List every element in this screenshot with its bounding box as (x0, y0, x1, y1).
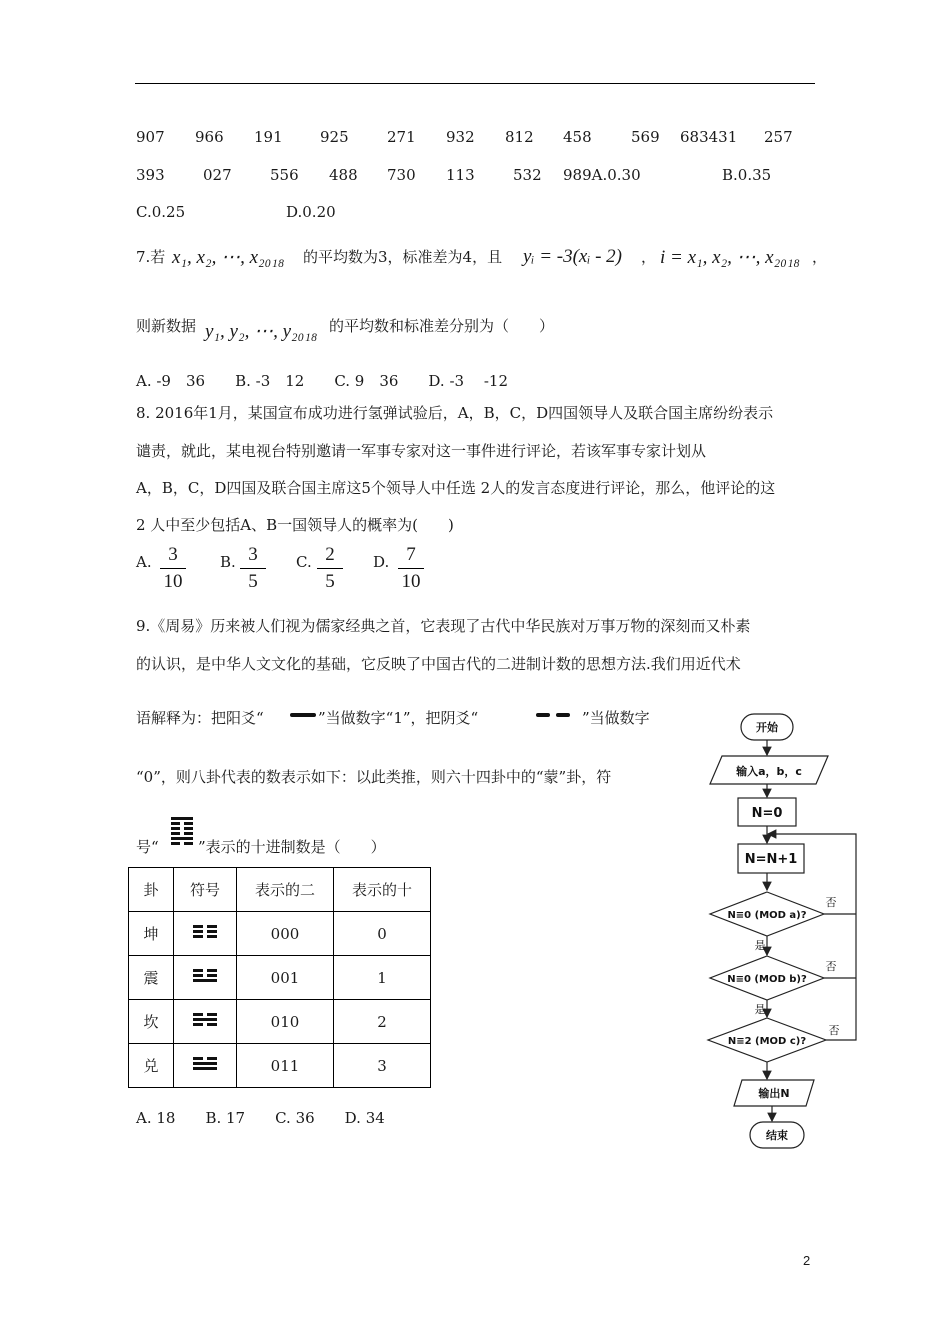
q8-line-4: 2 人中至少包括A、B一国领导人的概率为( ) (136, 516, 454, 534)
number-cell: 932 (446, 128, 475, 146)
number-cell: 257 (764, 128, 793, 146)
decimal-value: 1 (334, 956, 431, 1000)
number-cell: 191 (254, 128, 283, 146)
q7-line2-suffix: 的平均数和标准差分别为（ ） (329, 317, 555, 335)
q8-option-a-fraction (160, 544, 186, 593)
flow-init-label: N=0 (751, 806, 783, 821)
number-cell: 488 (329, 166, 358, 184)
number-cell: 458 (563, 128, 592, 146)
table-row (129, 956, 431, 1000)
q6-option-c: C.0.25 (136, 203, 186, 221)
trigram-name: 坎 (129, 1000, 174, 1044)
meng-hexagram-icon (171, 815, 193, 847)
table-row (129, 1000, 431, 1044)
q9-line-5b: ”表示的十进制数是（ ） (198, 838, 386, 856)
denominator: 10 (401, 571, 421, 592)
header-rule (135, 83, 815, 84)
number-cell: 113 (446, 166, 475, 184)
trigram-symbol-icon (174, 912, 237, 956)
numerator: 3 (160, 544, 186, 569)
binary-value: 010 (237, 1000, 334, 1044)
number-cell: 966 (195, 128, 224, 146)
number-cell: 556 (270, 166, 299, 184)
numerator: 3 (240, 544, 266, 569)
q8-line-3: A，B，C，D四国及联合国主席这5个领导人中任选 2人的发言态度进行评论，那么，他评论的这 (136, 479, 776, 497)
q7-index-sequence: i = x₁, x₂, ⋯, x₂₀₁₈ (660, 247, 801, 268)
page-number: 2 (803, 1253, 811, 1268)
q9-line-3c: ”当做数字 (582, 709, 650, 727)
yes-label: 是 (754, 1003, 766, 1016)
q8-option-b-fraction (240, 544, 266, 593)
number-cell: 925 (320, 128, 349, 146)
trigram-name: 震 (129, 956, 174, 1000)
header-cell: 表示的二 (237, 868, 334, 912)
trigram-symbol-icon (174, 956, 237, 1000)
flow-output-label: 输出N (758, 1087, 790, 1100)
flowchart (700, 700, 880, 1160)
q9-options: A. 18 B. 17 C. 36 D. 34 (136, 1109, 385, 1127)
no-label: 否 (825, 896, 837, 909)
q7-x-sequence: x₁, x₂, ⋯, x₂₀₁₈ (172, 247, 285, 268)
number-cell: 989A.0.30 (563, 166, 641, 184)
binary-value: 011 (237, 1044, 334, 1088)
q6-option-d: D.0.20 (286, 203, 336, 221)
q8-option-d-label: D. (373, 553, 390, 571)
number-cell: 730 (387, 166, 416, 184)
number-cell: 812 (505, 128, 534, 146)
decimal-value: 0 (334, 912, 431, 956)
number-cell: 683431 (680, 128, 738, 146)
trigram-name: 兑 (129, 1044, 174, 1088)
flow-input-label: 输入a，b，c (736, 765, 802, 778)
number-cell: 271 (387, 128, 416, 146)
yin-line-icon-left (536, 713, 550, 717)
denominator: 10 (163, 571, 183, 592)
table-row (129, 1044, 431, 1088)
flow-cond1-label: N≡0 (MOD a)? (727, 910, 807, 921)
numerator: 7 (398, 544, 424, 569)
number-cell: 532 (513, 166, 542, 184)
trigram-symbol-icon (174, 1000, 237, 1044)
q9-line-3b: ”当做数字“1”，把阴爻“ (318, 709, 479, 727)
q7-options: A. -9 36 B. -3 12 C. 9 36 D. -3 -12 (136, 372, 508, 390)
header-cell: 符号 (174, 868, 237, 912)
q7-formula: yᵢ = -3(xᵢ - 2) (523, 246, 623, 267)
flow-start-label: 开始 (756, 721, 778, 734)
yin-line-icon-right (556, 713, 570, 717)
flow-increment-label: N=N+1 (744, 852, 798, 867)
denominator: 5 (325, 571, 335, 592)
number-cell: 907 (136, 128, 165, 146)
numerator: 2 (317, 544, 343, 569)
flow-cond3-label: N≡2 (MOD c)? (727, 1036, 807, 1047)
q8-option-d-fraction (398, 544, 424, 593)
q9-line-3a: 语解释为：把阳爻“ (136, 709, 264, 727)
header-cell: 卦 (129, 868, 174, 912)
q8-option-c-fraction (317, 544, 343, 593)
flow-end-label: 结束 (766, 1129, 788, 1142)
q7-mid-text: 的平均数为3，标准差为4，且 (303, 248, 503, 266)
q8-line-1: 8. 2016年1月，某国宣布成功进行氢弹试验后，A，B，C，D四国领导人及联合国主席纷纷表示 (136, 404, 774, 422)
q8-option-b-label: B. (220, 553, 236, 571)
q9-line-4: “0”，则八卦代表的数表示如下：以此类推，则六十四卦中的“蒙”卦，符 (136, 768, 612, 786)
q7-line2-prefix: 则新数据 (136, 317, 197, 335)
q7-comma: ， (641, 248, 657, 266)
no-label: 否 (828, 1024, 840, 1037)
q7-prefix: 7.若 (136, 248, 166, 266)
q9-line-2: 的认识，是中华人文文化的基础，它反映了中国古代的二进制计数的思想方法.我们用近代术 (136, 655, 741, 673)
q8-line-2: 谴责，就此，某电视台特别邀请一军事专家对这一事件进行评论，若该军事专家计划从 (136, 442, 707, 460)
q8-option-a-label: A. (136, 553, 152, 571)
binary-value: 001 (237, 956, 334, 1000)
table-row (129, 912, 431, 956)
decimal-value: 2 (334, 1000, 431, 1044)
trigram-name: 坤 (129, 912, 174, 956)
binary-value: 000 (237, 912, 334, 956)
number-cell: 027 (203, 166, 232, 184)
number-cell: 569 (631, 128, 660, 146)
yang-line-icon (290, 713, 316, 717)
denominator: 5 (248, 571, 258, 592)
q6-option-b: B.0.35 (722, 166, 772, 184)
header-cell: 表示的十 (334, 868, 431, 912)
q7-end-punct: ， (812, 248, 828, 266)
trigram-table (128, 867, 431, 1088)
q7-y-sequence: y₁, y₂, ⋯, y₂₀₁₈ (205, 321, 318, 342)
trigram-symbol-icon (174, 1044, 237, 1088)
q9-line-5a: 号“ (136, 838, 159, 856)
decimal-value: 3 (334, 1044, 431, 1088)
table-header-row (129, 868, 431, 912)
yes-label: 是 (754, 939, 766, 952)
no-label: 否 (825, 960, 837, 973)
flow-cond2-label: N≡0 (MOD b)? (727, 974, 807, 985)
number-cell: 393 (136, 166, 165, 184)
q8-option-c-label: C. (296, 553, 312, 571)
q9-line-1: 9.《周易》历来被人们视为儒家经典之首，它表现了古代中华民族对万事万物的深刻而又朴素 (136, 617, 751, 635)
